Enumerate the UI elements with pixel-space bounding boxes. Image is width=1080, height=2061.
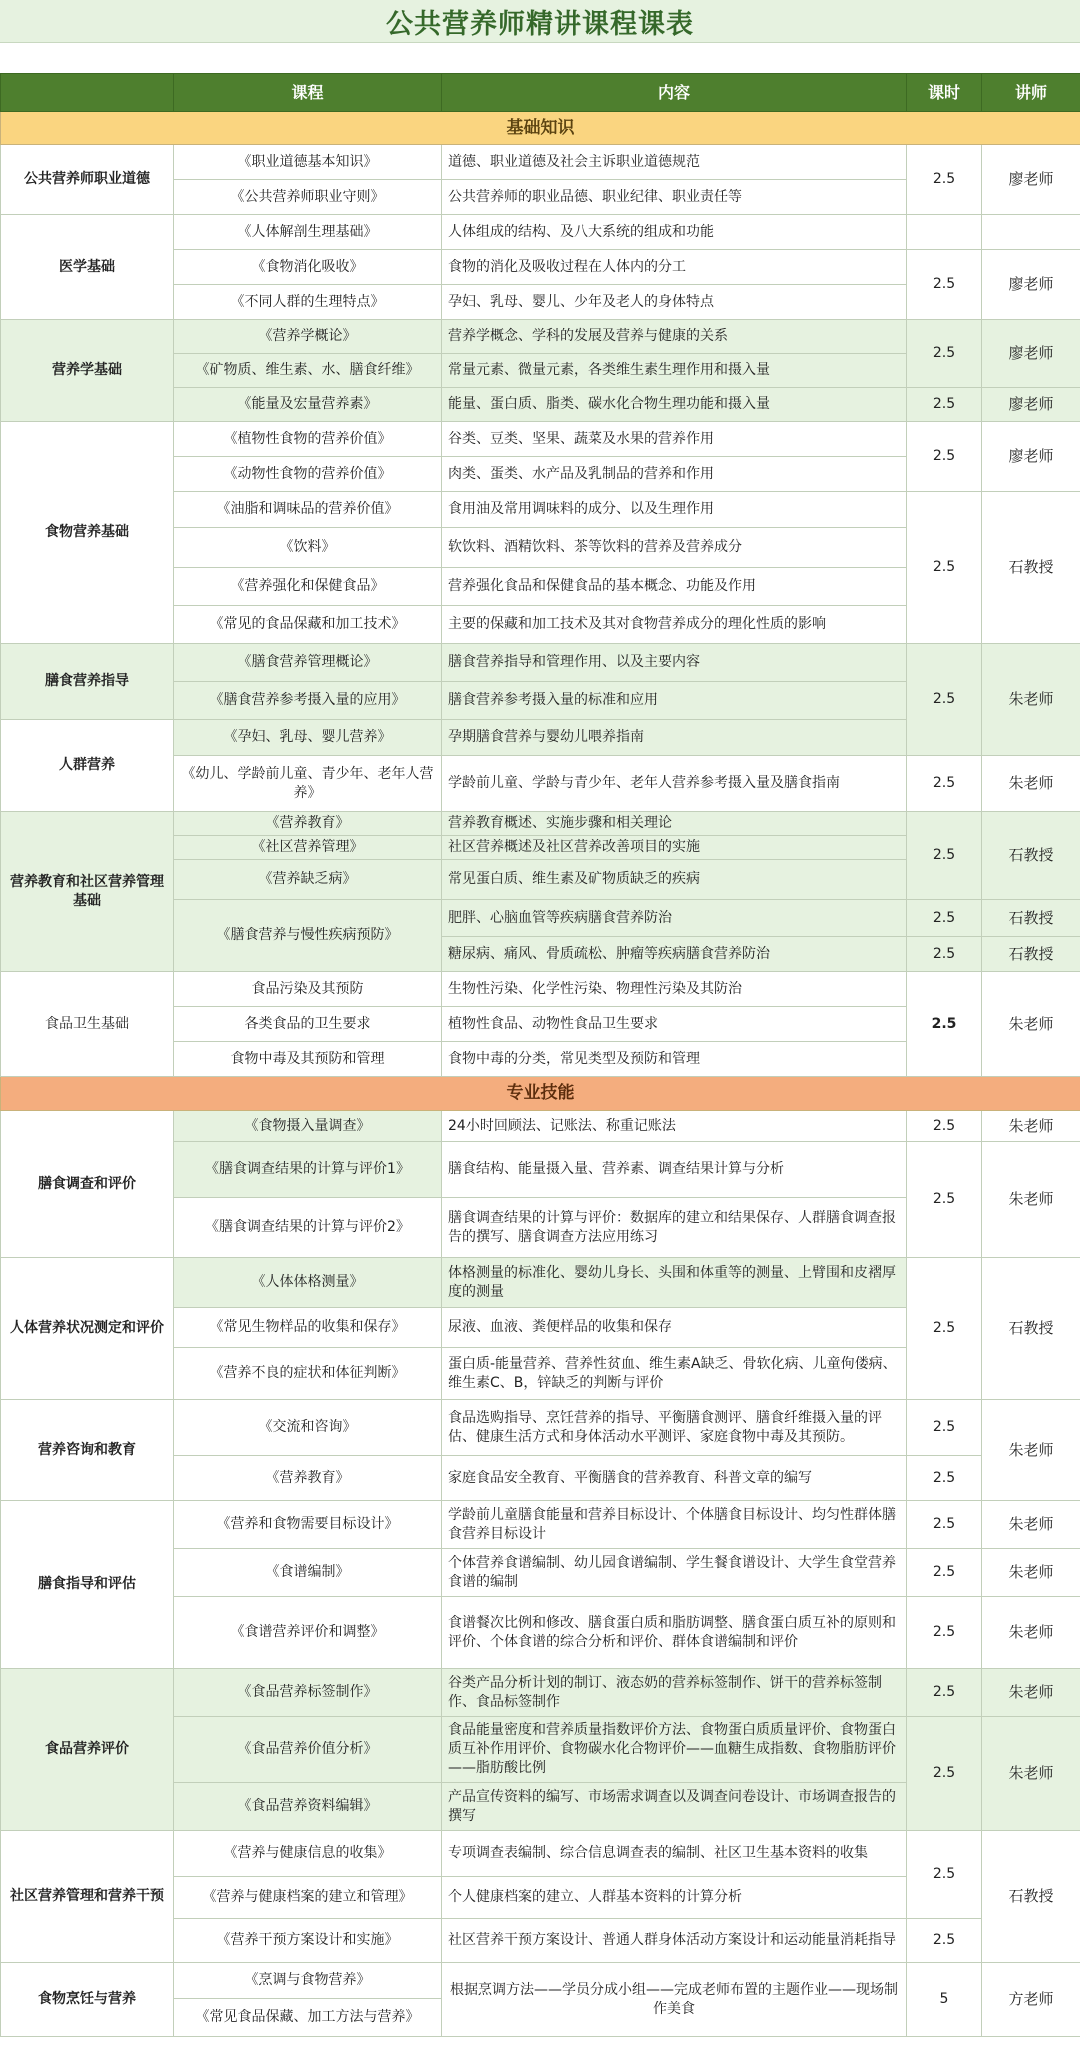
hours-cell: 2.5: [907, 492, 982, 644]
course-cell: 《烹调与食物营养》: [174, 1963, 442, 1999]
content-cell: 孕妇、乳母、婴儿、少年及老人的身体特点: [442, 285, 907, 320]
hours-cell: 2.5: [907, 756, 982, 812]
course-cell: 《膳食营养管理概论》: [174, 644, 442, 682]
teacher-cell: 廖老师: [982, 388, 1080, 422]
section-title: 基础知识: [1, 112, 1080, 145]
content-cell: 植物性食品、动物性食品卫生要求: [442, 1007, 907, 1042]
course-cell: 《营养与健康信息的收集》: [174, 1831, 442, 1877]
teacher-cell: 朱老师: [982, 644, 1080, 756]
hours-cell: 2.5: [907, 250, 982, 320]
table-row: [1, 422, 1080, 457]
category-cell: 营养咨询和教育: [1, 1400, 174, 1501]
table-row: [1, 215, 1080, 250]
content-cell: 食用油及常用调味料的成分、以及生理作用: [442, 492, 907, 528]
hours-cell: 2.5: [907, 1258, 982, 1400]
hours-cell: 2.5: [907, 1142, 982, 1258]
teacher-cell: 廖老师: [982, 320, 1080, 388]
content-cell: 专项调查表编制、综合信息调查表的编制、社区卫生基本资料的收集: [442, 1831, 907, 1877]
teacher-cell: 廖老师: [982, 422, 1080, 492]
teacher-cell: 朱老师: [982, 756, 1080, 812]
hours-cell: 2.5: [907, 388, 982, 422]
category-cell: 营养学基础: [1, 320, 174, 422]
spacer: [0, 43, 1080, 73]
teacher-cell: 廖老师: [982, 145, 1080, 215]
hours-cell: 5: [907, 1963, 982, 2037]
category-cell: 膳食调查和评价: [1, 1111, 174, 1258]
table-row: [1, 1111, 1080, 1142]
course-cell: 《营养教育》: [174, 1456, 442, 1501]
content-cell: 常量元素、微量元素，各类维生素生理作用和摄入量: [442, 354, 907, 388]
table-row: [1, 1669, 1080, 1717]
table-row: [1, 1963, 1080, 1999]
content-cell: 蛋白质-能量营养、营养性贫血、维生素A缺乏、骨软化病、儿童佝偻病、维生素C、B，锌缺乏的判断与评价: [442, 1348, 907, 1400]
header-content: 内容: [442, 74, 907, 112]
content-cell: 糖尿病、痛风、骨质疏松、肿瘤等疾病膳食营养防治: [442, 937, 907, 972]
content-cell: 产品宣传资料的编写、市场需求调查以及调查问卷设计、市场调查报告的撰写: [442, 1783, 907, 1831]
header-hours: 课时: [907, 74, 982, 112]
content-cell: 常见蛋白质、维生素及矿物质缺乏的疾病: [442, 860, 907, 900]
content-cell: 膳食营养指导和管理作用、以及主要内容: [442, 644, 907, 682]
course-cell: 《饮料》: [174, 528, 442, 568]
teacher-cell: 石教授: [982, 1831, 1080, 1963]
content-cell: 学龄前儿童、学龄与青少年、老年人营养参考摄入量及膳食指南: [442, 756, 907, 812]
section-title: 专业技能: [1, 1077, 1080, 1111]
header-teacher: 讲师: [982, 74, 1080, 112]
content-cell: 社区营养概述及社区营养改善项目的实施: [442, 836, 907, 860]
hours-cell: 2.5: [907, 1501, 982, 1549]
category-cell: 膳食营养指导: [1, 644, 174, 720]
content-cell: 公共营养师的职业品德、职业纪律、职业责任等: [442, 180, 907, 215]
course-cell: 《常见生物样品的收集和保存》: [174, 1308, 442, 1348]
course-cell: 《矿物质、维生素、水、膳食纤维》: [174, 354, 442, 388]
course-cell: 《孕妇、乳母、婴儿营养》: [174, 720, 442, 756]
content-cell: 食品能量密度和营养质量指数评价方法、食物蛋白质质量评价、食物蛋白质互补作用评价、食物碳水化合物评价——血糖生成指数、食物脂肪评价——脂肪酸比例: [442, 1717, 907, 1783]
content-cell: 营养教育概述、实施步骤和相关理论: [442, 812, 907, 836]
course-cell: 《植物性食物的营养价值》: [174, 422, 442, 457]
content-cell: 谷类产品分析计划的制订、液态奶的营养标签制作、饼干的营养标签制作、食品标签制作: [442, 1669, 907, 1717]
course-cell: 《食品营养价值分析》: [174, 1717, 442, 1783]
content-cell: 家庭食品安全教育、平衡膳食的营养教育、科普文章的编写: [442, 1456, 907, 1501]
course-cell: 《营养与健康档案的建立和管理》: [174, 1877, 442, 1919]
teacher-cell: 朱老师: [982, 1717, 1080, 1831]
category-cell: 医学基础: [1, 215, 174, 320]
hours-cell: 2.5: [907, 1456, 982, 1501]
category-cell: 食品卫生基础: [1, 972, 174, 1077]
hours-cell: 2.5: [907, 422, 982, 492]
content-cell: 能量、蛋白质、脂类、碳水化合物生理功能和摄入量: [442, 388, 907, 422]
course-cell: 食品污染及其预防: [174, 972, 442, 1007]
category-cell: 社区营养管理和营养干预: [1, 1831, 174, 1963]
course-cell: 《营养学概论》: [174, 320, 442, 354]
course-cell: 《职业道德基本知识》: [174, 145, 442, 180]
table-row: [1, 145, 1080, 180]
content-cell: 谷类、豆类、坚果、蔬菜及水果的营养作用: [442, 422, 907, 457]
course-cell: 《膳食营养参考摄入量的应用》: [174, 682, 442, 720]
content-cell: 营养强化食品和保健食品的基本概念、功能及作用: [442, 568, 907, 606]
content-cell: 膳食营养参考摄入量的标准和应用: [442, 682, 907, 720]
course-cell: 《营养强化和保健食品》: [174, 568, 442, 606]
teacher-cell: 朱老师: [982, 1400, 1080, 1501]
course-cell: 《社区营养管理》: [174, 836, 442, 860]
teacher-cell: 朱老师: [982, 1669, 1080, 1717]
content-cell: 体格测量的标准化、婴幼儿身长、头围和体重等的测量、上臂围和皮褶厚度的测量: [442, 1258, 907, 1308]
teacher-cell: [982, 215, 1080, 250]
table-row: [1, 1258, 1080, 1308]
table-row: [1, 812, 1080, 836]
course-cell: 《油脂和调味品的营养价值》: [174, 492, 442, 528]
course-cell: 《膳食调查结果的计算与评价2》: [174, 1198, 442, 1258]
teacher-cell: 方老师: [982, 1963, 1080, 2037]
course-cell: 《营养干预方案设计和实施》: [174, 1919, 442, 1963]
content-cell: 生物性污染、化学性污染、物理性污染及其防治: [442, 972, 907, 1007]
category-cell: 公共营养师职业道德: [1, 145, 174, 215]
teacher-cell: 石教授: [982, 900, 1080, 937]
content-cell: 主要的保藏和加工技术及其对食物营养成分的理化性质的影响: [442, 606, 907, 644]
content-cell: 营养学概念、学科的发展及营养与健康的关系: [442, 320, 907, 354]
category-cell: 食物营养基础: [1, 422, 174, 644]
table-row: [1, 972, 1080, 1007]
hours-cell: 2.5: [907, 1669, 982, 1717]
course-cell: 《食品营养资料编辑》: [174, 1783, 442, 1831]
course-cell: 《营养不良的症状和体征判断》: [174, 1348, 442, 1400]
course-cell: 《食物消化吸收》: [174, 250, 442, 285]
content-cell: 食物中毒的分类，常见类型及预防和管理: [442, 1042, 907, 1077]
content-cell: 食物的消化及吸收过程在人体内的分工: [442, 250, 907, 285]
schedule-table: [0, 73, 1080, 2037]
content-cell: 个体营养食谱编制、幼儿园食谱编制、学生餐食谱设计、大学生食堂营养食谱的编制: [442, 1549, 907, 1597]
hours-cell: 2.5: [907, 1717, 982, 1831]
table-row: [1, 320, 1080, 354]
content-cell: 尿液、血液、粪便样品的收集和保存: [442, 1308, 907, 1348]
teacher-cell: 石教授: [982, 937, 1080, 972]
content-cell: 食品选购指导、烹饪营养的指导、平衡膳食测评、膳食纤维摄入量的评估、健康生活方式和身体活动水平测评、家庭食物中毒及其预防。: [442, 1400, 907, 1456]
table-header-row: [1, 74, 1080, 112]
hours-cell: 2.5: [907, 1549, 982, 1597]
content-cell: 食谱餐次比例和修改、膳食蛋白质和脂肪调整、膳食蛋白质互补的原则和评价、个体食谱的综合分析和评价、群体食谱编制和评价: [442, 1597, 907, 1669]
course-cell: 《食物摄入量调查》: [174, 1111, 442, 1142]
teacher-cell: 朱老师: [982, 1549, 1080, 1597]
content-cell: 膳食结构、能量摄入量、营养素、调查结果计算与分析: [442, 1142, 907, 1198]
content-cell: 个人健康档案的建立、人群基本资料的计算分析: [442, 1877, 907, 1919]
page-title: 公共营养师精讲课程课表: [0, 0, 1080, 43]
course-cell: 《食品营养标签制作》: [174, 1669, 442, 1717]
course-cell: 《膳食营养与慢性疾病预防》: [174, 900, 442, 972]
table-row: [1, 1831, 1080, 1877]
content-cell: 根据烹调方法——学员分成小组——完成老师布置的主题作业——现场制作美食: [442, 1963, 907, 2037]
category-cell: 营养教育和社区营养管理基础: [1, 812, 174, 972]
content-cell: 社区营养干预方案设计、普通人群身体活动方案设计和运动能量消耗指导: [442, 1919, 907, 1963]
content-cell: 人体组成的结构、及八大系统的组成和功能: [442, 215, 907, 250]
content-cell: 道德、职业道德及社会主诉职业道德规范: [442, 145, 907, 180]
header-category: [1, 74, 174, 112]
content-cell: 软饮料、酒精饮料、茶等饮料的营养及营养成分: [442, 528, 907, 568]
course-cell: 《动物性食物的营养价值》: [174, 457, 442, 492]
hours-cell: [907, 215, 982, 250]
course-cell: 《人体解剖生理基础》: [174, 215, 442, 250]
teacher-cell: 石教授: [982, 812, 1080, 900]
content-cell: 肉类、蛋类、水产品及乳制品的营养和作用: [442, 457, 907, 492]
category-cell: 食物烹饪与营养: [1, 1963, 174, 2037]
hours-cell: 2.5: [907, 972, 982, 1077]
section-header-basic: [1, 112, 1080, 145]
course-cell: 《公共营养师职业守则》: [174, 180, 442, 215]
hours-cell: 2.5: [907, 320, 982, 388]
teacher-cell: 朱老师: [982, 1111, 1080, 1142]
category-cell: 膳食指导和评估: [1, 1501, 174, 1669]
table-row: [1, 1400, 1080, 1456]
hours-cell: 2.5: [907, 1597, 982, 1669]
course-cell: 《营养教育》: [174, 812, 442, 836]
course-cell: 《食谱营养评价和调整》: [174, 1597, 442, 1669]
teacher-cell: 朱老师: [982, 972, 1080, 1077]
content-cell: 肥胖、心脑血管等疾病膳食营养防治: [442, 900, 907, 937]
hours-cell: 2.5: [907, 1400, 982, 1456]
course-cell: 《常见食品保藏、加工方法与营养》: [174, 1999, 442, 2037]
teacher-cell: 朱老师: [982, 1597, 1080, 1669]
course-cell: 食物中毒及其预防和管理: [174, 1042, 442, 1077]
header-course: 课程: [174, 74, 442, 112]
table-row: [1, 644, 1080, 682]
course-cell: 《食谱编制》: [174, 1549, 442, 1597]
hours-cell: 2.5: [907, 1831, 982, 1919]
teacher-cell: 朱老师: [982, 1501, 1080, 1549]
course-cell: 《幼儿、学龄前儿童、青少年、老年人营养》: [174, 756, 442, 812]
hours-cell: 2.5: [907, 644, 982, 756]
content-cell: 24小时回顾法、记账法、称重记账法: [442, 1111, 907, 1142]
course-cell: 《常见的食品保藏和加工技术》: [174, 606, 442, 644]
hours-cell: 2.5: [907, 1111, 982, 1142]
section-header-skills: [1, 1077, 1080, 1111]
table-row: [1, 1501, 1080, 1549]
teacher-cell: 朱老师: [982, 1142, 1080, 1258]
course-cell: 《膳食调查结果的计算与评价1》: [174, 1142, 442, 1198]
content-cell: 膳食调查结果的计算与评价：数据库的建立和结果保存、人群膳食调查报告的撰写、膳食调查方法应用练习: [442, 1198, 907, 1258]
teacher-cell: 廖老师: [982, 250, 1080, 320]
hours-cell: 2.5: [907, 937, 982, 972]
hours-cell: 2.5: [907, 900, 982, 937]
category-cell: 人体营养状况测定和评价: [1, 1258, 174, 1400]
category-cell: 食品营养评价: [1, 1669, 174, 1831]
hours-cell: 2.5: [907, 1919, 982, 1963]
hours-cell: 2.5: [907, 145, 982, 215]
teacher-cell: 石教授: [982, 1258, 1080, 1400]
course-cell: 《不同人群的生理特点》: [174, 285, 442, 320]
course-cell: 《人体体格测量》: [174, 1258, 442, 1308]
teacher-cell: 石教授: [982, 492, 1080, 644]
course-cell: 《交流和咨询》: [174, 1400, 442, 1456]
hours-cell: 2.5: [907, 812, 982, 900]
content-cell: 学龄前儿童膳食能量和营养目标设计、个体膳食目标设计、均匀性群体膳食营养目标设计: [442, 1501, 907, 1549]
course-cell: 各类食品的卫生要求: [174, 1007, 442, 1042]
category-cell: 人群营养: [1, 720, 174, 812]
course-cell: 《营养和食物需要目标设计》: [174, 1501, 442, 1549]
content-cell: 孕期膳食营养与婴幼儿喂养指南: [442, 720, 907, 756]
course-cell: 《营养缺乏病》: [174, 860, 442, 900]
course-cell: 《能量及宏量营养素》: [174, 388, 442, 422]
